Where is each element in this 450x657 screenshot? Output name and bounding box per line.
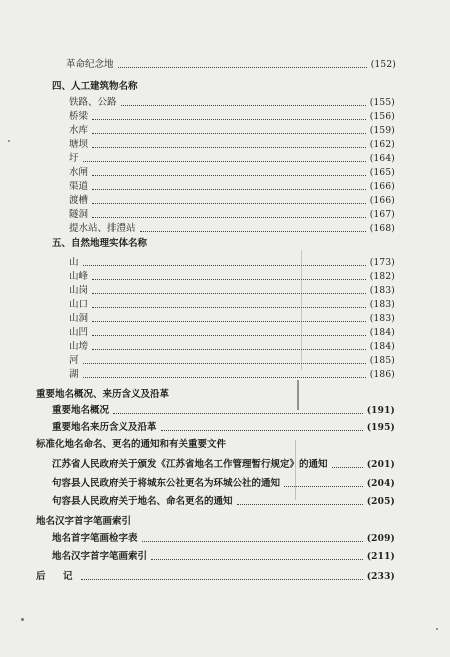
- leader-dots: [118, 66, 367, 68]
- toc-entry[interactable]: [52, 404, 395, 418]
- entry-page: (173): [369, 258, 395, 268]
- entry-label: 桥梁: [69, 111, 89, 122]
- toc-entry-afterword[interactable]: [36, 570, 395, 584]
- leader-dots: [92, 320, 366, 322]
- leader-dots: [92, 202, 366, 204]
- part-heading: 地名汉字首字笔画索引: [36, 516, 132, 527]
- toc-entry[interactable]: [52, 458, 395, 472]
- leader-dots: [92, 132, 366, 134]
- scan-streak: [301, 250, 302, 370]
- entry-page: (167): [369, 210, 395, 220]
- toc-entry[interactable]: [69, 354, 395, 368]
- scan-speck: [8, 140, 10, 142]
- scan-speck: [436, 628, 438, 630]
- section-heading: 四、人工建筑物名称: [52, 81, 138, 92]
- entry-label: 重要地名来历含义及沿革: [52, 422, 157, 433]
- leader-dots: [151, 558, 363, 560]
- toc-entry[interactable]: [52, 532, 395, 546]
- entry-label: 山岗: [69, 285, 89, 296]
- leader-dots: [237, 503, 363, 505]
- leader-dots: [92, 348, 366, 350]
- toc-entry[interactable]: [69, 256, 395, 270]
- toc-entry[interactable]: [69, 312, 395, 326]
- leader-dots: [92, 334, 366, 336]
- entry-label: 句容县人民政府关于地名、命名更名的通知: [52, 496, 233, 507]
- entry-label: 渡槽: [69, 195, 89, 206]
- leader-dots: [92, 306, 366, 308]
- entry-label: 句容县人民政府关于将城东公社更名为环城公社的通知: [52, 478, 281, 489]
- entry-label: 地名汉字首字笔画索引: [52, 551, 148, 562]
- entry-label: 湖: [69, 369, 79, 380]
- leader-dots: [92, 118, 366, 120]
- leader-dots: [92, 174, 366, 176]
- toc-entry[interactable]: [69, 222, 395, 236]
- toc-entry[interactable]: [69, 270, 395, 284]
- entry-page: (209): [366, 534, 395, 544]
- entry-page: (184): [369, 342, 395, 352]
- entry-page: (183): [369, 300, 395, 310]
- entry-label: 水闸: [69, 167, 89, 178]
- section-heading: 五、自然地理实体名称: [52, 238, 148, 249]
- entry-label: 重要地名概况: [52, 405, 110, 416]
- scan-speck: [21, 618, 24, 621]
- toc-entry[interactable]: [69, 326, 395, 340]
- leader-dots: [92, 188, 366, 190]
- toc-entry[interactable]: [69, 180, 395, 194]
- toc-entry[interactable]: [69, 194, 395, 208]
- toc-entry[interactable]: [69, 152, 395, 166]
- toc-entry[interactable]: [69, 340, 395, 354]
- toc-entry[interactable]: [52, 477, 395, 491]
- entry-label: 山凹: [69, 327, 89, 338]
- leader-dots: [332, 466, 363, 468]
- toc-entry[interactable]: [69, 110, 395, 124]
- entry-label: 河: [69, 355, 79, 366]
- entry-page: (205): [366, 497, 395, 507]
- toc-entry[interactable]: [66, 58, 396, 72]
- leader-dots: [113, 412, 363, 414]
- entry-page: (185): [369, 356, 395, 366]
- entry-label: 山口: [69, 299, 89, 310]
- entry-label: 革命纪念地: [66, 59, 114, 70]
- leader-dots: [81, 578, 363, 580]
- toc-entry[interactable]: [52, 495, 395, 509]
- entry-page: (233): [366, 572, 395, 582]
- entry-label: 提水站、排澧站: [69, 223, 136, 234]
- entry-page: (168): [369, 224, 395, 234]
- entry-page: (201): [366, 460, 395, 470]
- entry-page: (165): [369, 168, 395, 178]
- toc-entry[interactable]: [52, 421, 395, 435]
- entry-page: (166): [369, 182, 395, 192]
- toc-entry[interactable]: [69, 96, 395, 110]
- entry-label: 塘坝: [69, 139, 89, 150]
- leader-dots: [83, 376, 366, 378]
- part-heading: 重要地名概况、来历含义及沿革: [36, 389, 170, 400]
- toc-entry[interactable]: [69, 368, 395, 382]
- entry-page: (204): [366, 479, 395, 489]
- entry-page: (152): [370, 60, 396, 70]
- entry-label: 山塝: [69, 341, 89, 352]
- entry-page: (211): [366, 552, 395, 562]
- toc-entry[interactable]: [69, 124, 395, 138]
- entry-label: 铁路、公路: [69, 97, 117, 108]
- entry-page: (182): [369, 272, 395, 282]
- toc-entry[interactable]: [69, 298, 395, 312]
- leader-dots: [92, 292, 366, 294]
- leader-dots: [83, 264, 366, 266]
- scan-streak: [295, 440, 296, 500]
- entry-label: 后 记: [36, 571, 77, 582]
- toc-entry[interactable]: [52, 550, 395, 564]
- entry-page: (155): [369, 98, 395, 108]
- entry-label: 圩: [69, 153, 79, 164]
- part-heading: 标准化地名命名、更名的通知和有关重要文件: [36, 439, 227, 450]
- toc-entry[interactable]: [69, 208, 395, 222]
- entry-label: 山洞: [69, 313, 89, 324]
- leader-dots: [83, 362, 366, 364]
- entry-page: (183): [369, 314, 395, 324]
- toc-entry[interactable]: [69, 284, 395, 298]
- leader-dots: [142, 540, 363, 542]
- entry-label: 江苏省人民政府关于颁发《江苏省地名工作管理暂行规定》的通知: [52, 459, 328, 470]
- entry-label: 地名首字笔画检字表: [52, 533, 138, 544]
- entry-page: (162): [369, 140, 395, 150]
- leader-dots: [92, 146, 366, 148]
- toc-entry[interactable]: [69, 166, 395, 180]
- entry-page: (195): [366, 423, 395, 433]
- entry-page: (156): [369, 112, 395, 122]
- entry-label: 隧洞: [69, 209, 89, 220]
- scan-streak: [297, 380, 299, 410]
- entry-label: 渠道: [69, 181, 89, 192]
- toc-entry[interactable]: [69, 138, 395, 152]
- entry-page: (164): [369, 154, 395, 164]
- entry-page: (183): [369, 286, 395, 296]
- entry-page: (159): [369, 126, 395, 136]
- leader-dots: [140, 230, 366, 232]
- entry-page: (166): [369, 196, 395, 206]
- leader-dots: [92, 216, 366, 218]
- entry-label: 水库: [69, 125, 89, 136]
- entry-label: 山峰: [69, 271, 89, 282]
- leader-dots: [121, 104, 366, 106]
- entry-page: (191): [366, 406, 395, 416]
- entry-page: (186): [369, 370, 395, 380]
- entry-label: 山: [69, 257, 79, 268]
- leader-dots: [92, 278, 366, 280]
- leader-dots: [161, 429, 363, 431]
- leader-dots: [83, 160, 366, 162]
- entry-page: (184): [369, 328, 395, 338]
